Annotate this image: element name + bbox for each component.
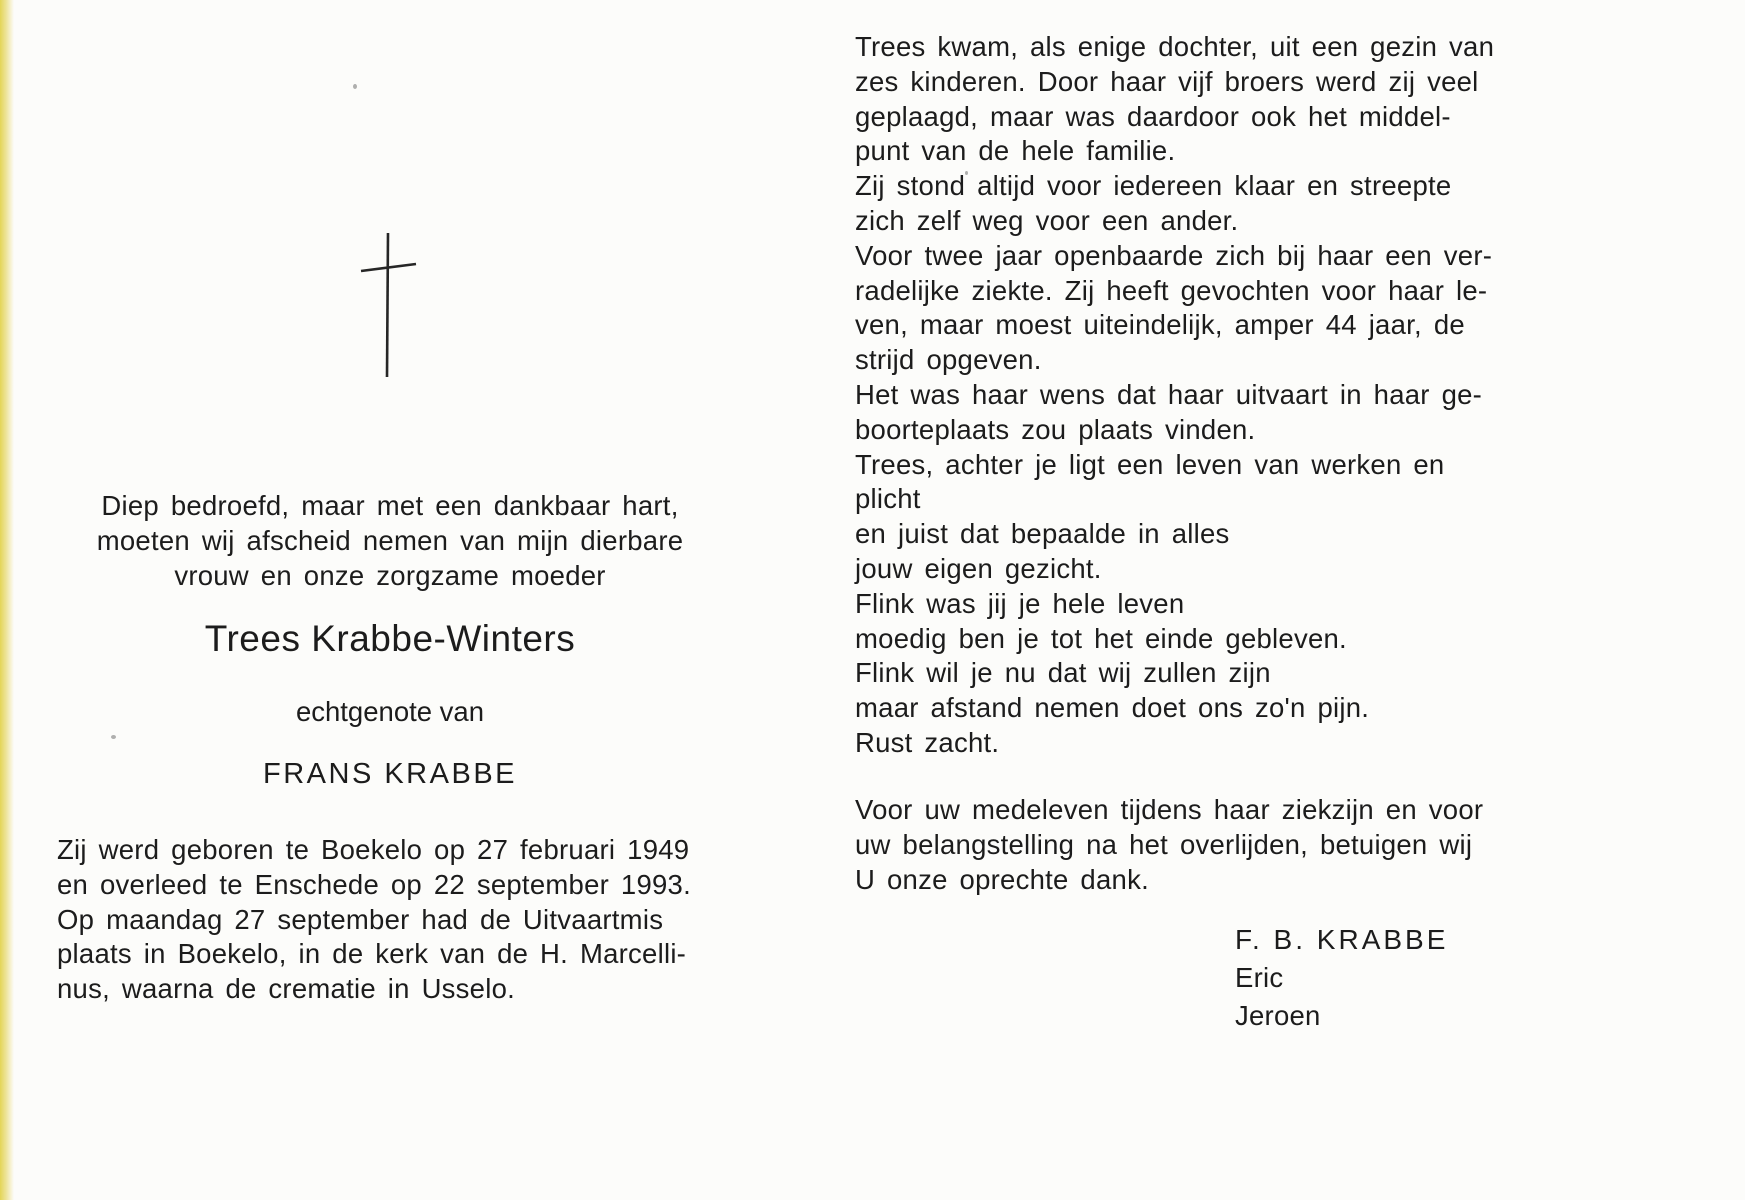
life-details-text: Zij werd geboren te Boekelo op 27 februari 1949 en overleed te Enschede op 22 september 1993. Op maandag 27 september had de Uitvaartmis plaats in Boekelo, in de kerk van de H. Marcelli- nus, waarna de crematie in Usselo. xyxy=(57,834,691,1005)
memorial-text: Trees kwam, als enige dochter, uit een gezin van zes kinderen. Door haar vijf broers werd zij veel geplaagd, maar was daardoor ook het middel- punt van de hele familie. Zij stond altijd voor iedereen klaar en streepte zich zelf weg voor een ander. Voor twee jaar openbaarde zich bij haar een ver- radelijke ziekte. Zij heeft gevochten voor haar le- ven, maar moest uiteindelijk, amper 44 jaar, de strijd opgeven. Het was haar wens dat haar uitvaart in haar ge- boorteplaats zou plaats vinden. Trees, achter je ligt een leven van werken en plicht en juist dat bepaalde in alles jouw eigen gezicht. Flink was jij je hele leven moedig ben je tot het einde gebleven. Flink wil je nu dat wij zullen zijn maar afstand nemen doet ons zo'n pijn. Rust zacht. xyxy=(855,31,1495,758)
thanks-text: Voor uw medeleven tijdens haar ziekzijn en voor uw belangstelling na het overlijden, betuigen wij U onze oprechte dank. xyxy=(855,794,1484,895)
spouse-name: FRANS KRABBE xyxy=(263,758,517,790)
relation-label: echtgenote van xyxy=(295,696,485,727)
scan-edge-yellow-strip xyxy=(0,0,14,1200)
deceased-name: Trees Krabbe-Winters xyxy=(204,618,576,659)
signature-son-jeroen: Jeroen xyxy=(1235,1000,1321,1031)
scan-speck xyxy=(111,735,116,739)
announcement-text: Diep bedroefd, maar met een dankbaar hart, moeten wij afscheid nemen van mijn dierbare vrouw en onze zorgzame moeder xyxy=(96,490,684,591)
scan-speck xyxy=(353,84,357,89)
cross-icon xyxy=(350,230,422,380)
signature-block xyxy=(1235,921,1555,1035)
signature-son-eric: Eric xyxy=(1235,962,1284,993)
signature-father: F. B. KRABBE xyxy=(1235,924,1449,955)
